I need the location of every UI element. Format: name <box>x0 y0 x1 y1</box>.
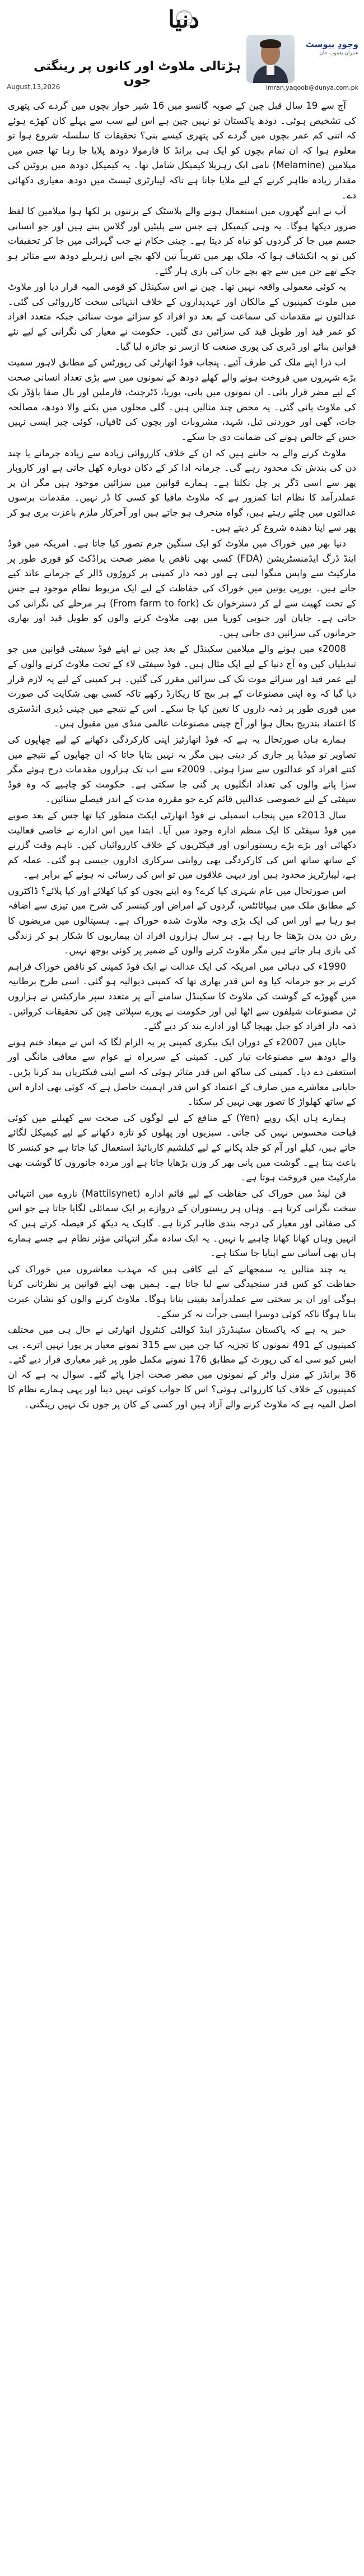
column-brand-name: وجودِ پیوسٹ <box>305 39 358 49</box>
logo-text: دنیا <box>168 5 199 33</box>
article-paragraph: دنیا بھر میں خوراک میں ملاوٹ کو ایک سنگین جرم تصور کیا جاتا ہے۔ امریکہ میں فوڈ اینڈ ڈرگ ایڈمنسٹریشن (FDA) کسی بھی ناقص یا مضر صحت پراڈکٹ کو فوری طور پر مارکیٹ سے واپس منگوا لیتی ہے اور ذمہ دار کمپنی پر کروڑوں ڈالر کے جرمانے عائد کیے جاتے ہیں۔ یورپی یونین میں خوراک کی حفاظت کے لیے ایک مربوط نظام موجود ہے جس کے تحت کھیت سے لے کر دسترخوان تک (From farm to fork) ہر مرحلے کی نگرانی کی جاتی ہے۔ جاپان اور جنوبی کوریا میں بھی ملاوٹ کرنے والوں کو طویل قید اور بھاری جرمانوں کی سزائیں دی جاتی ہیں۔ <box>8 538 356 638</box>
article-paragraph: آج سے 19 سال قبل چین کے صوبہ گانسو میں 16 شیر خوار بچوں میں گردے کی پتھری کی تشخیص ہوئی۔ دودھ پاکستان تو نہیں چین ہے اس لیے سب سے پہلے کان کھڑے ہوئے کہ اتنی کم عمر بچوں میں گردے کی پتھری کیسے بنی؟ تحقیقات کا سلسلہ شروع ہوا تو معلوم ہوا کہ ان تمام بچوں کو ایک ہی برانڈ کا فارمولا دودھ پلایا جا رہا تھا جس میں میلامین (Melamine) نامی ایک زہریلا کیمیکل شامل تھا۔ یہ کیمیکل دودھ میں پروٹین کی مقدار زیادہ ظاہر کرنے کے لیے ملایا جاتا ہے تاکہ لیبارٹری ٹیسٹ میں دودھ معیاری دکھائی دے۔ <box>8 100 356 201</box>
article-paragraph: 2008ء میں ہونے والے میلامین سکینڈل کے بعد چین نے اپنے فوڈ سیفٹی قوانین میں جو تبدیلیاں کیں وہ آج دنیا کے لیے ایک مثال ہیں۔ فوڈ سیفٹی لاء کے تحت ملاوٹ کرنے والوں کے لیے عمر قید اور سزائے موت تک کی سزائیں مقرر کی گئیں۔ ہر کمپنی کے لیے یہ لازم قرار دیا گیا کہ وہ اپنی مصنوعات کے ہر بیچ کا ریکارڈ رکھے تاکہ کسی بھی شکایت کی صورت میں فوری طور پر ذمہ داروں کا تعین کیا جا سکے۔ اس کے نتیجے میں چینی ڈیری انڈسٹری کا اعتماد بتدریج بحال ہوا اور آج چینی مصنوعات عالمی منڈی میں مقبول ہیں۔ <box>8 643 356 729</box>
article-paragraph: جاپان میں 2007ء کے دوران ایک بیکری کمپنی پر یہ الزام لگا کہ اس نے میعاد ختم ہونے والے دودھ سے مصنوعات تیار کیں۔ کمپنی کے سربراہ نے عوام سے معافی مانگی اور استعفیٰ دے دیا۔ کمپنی کی ساکھ اس قدر متاثر ہوئی کہ اسے اپنی فیکٹریاں بند کرنا پڑیں۔ جاپانی معاشرے میں صارف کے اعتماد کو اس قدر اہمیت حاصل ہے کہ کوئی بھی ادارہ اس کے ساتھ کھلواڑ کا تصور بھی نہیں کر سکتا۔ <box>8 1036 356 1108</box>
article-paragraph: آپ نے اپنے گھروں میں استعمال ہونے والے پلاسٹک کے برتنوں پر لکھا ہوا میلامین کا لفظ ضرور دیکھا ہوگا۔ یہ وہی کیمیکل ہے جس سے پلیٹیں اور گلاس بنتے ہیں اور جو انسانی جسم میں جا کر گردوں کو تباہ کر دیتا ہے۔ چینی حکام نے جب گہرائی میں جا کر تحقیقات کیں تو یہ انکشاف ہوا کہ ملک بھر میں تقریباً تین لاکھ بچے اس زہریلے دودھ سے متاثر ہو چکے تھے جن میں سے چھ بچے جان کی بازی ہار گئے۔ <box>8 206 356 276</box>
article-paragraph: یہ کوئی معمولی واقعہ نہیں تھا۔ چین نے اس سکینڈل کو قومی المیہ قرار دیا اور ملاوٹ میں ملوث کمپنیوں کے مالکان اور عہدیداروں کے خلاف انتہائی سخت کارروائی کی گئی۔ عدالتوں نے مقدمات کی سماعت کے بعد دو افراد کو سزائے موت سنائی جبکہ متعدد افراد کو عمر قید اور طویل قید کی سزائیں دی گئیں۔ حکومت نے معیار کی نگرانی کے لیے نئے قوانین بنائے اور ڈیری کی پوری صنعت کا ازسر نو جائزہ لیا گیا۔ <box>8 281 356 352</box>
article-paragraph: 1990ء کی دہائی میں امریکہ کی ایک عدالت نے ایک فوڈ کمپنی کو ناقص خوراک فراہم کرنے پر جو جرمانہ کیا وہ اس قدر بھاری تھا کہ کمپنی دیوالیہ ہو گئی۔ اسی طرح برطانیہ میں گھوڑے کے گوشت کی ملاوٹ کا سکینڈل سامنے آنے پر متعدد سپر مارکیٹس نے ہزاروں ٹن مصنوعات شیلفوں سے اٹھا لیں اور حکومت نے پورے سپلائی چین کی تحقیقات کروائیں۔ ذمہ دار افراد کو جیل بھیجا گیا اور ادارے بند کر دیے گئے۔ <box>8 961 356 1032</box>
article-paragraph: ہمارے ہاں ایک روپے (Yen) کے منافع کے لیے لوگوں کی صحت سے کھیلنے میں کوئی قباحت محسوس نہیں کی جاتی۔ سبزیوں اور پھلوں کو تازہ دکھانے کے لیے کیمیکل لگائے جاتے ہیں، کیلے اور آم کو جلد پکانے کے لیے کیلشیم کاربائیڈ استعمال کیا جاتا ہے جو کینسر کا باعث بنتا ہے۔ گوشت میں پانی بھر کر وزن بڑھایا جاتا ہے اور مردہ جانوروں کا گوشت بھی مارکیٹ میں فروخت ہوتا ہے۔ <box>8 1112 356 1183</box>
publish-date: August,13,2026 <box>7 83 60 91</box>
article-paragraph: سال 2013ء میں پنجاب اسمبلی نے فوڈ اتھارٹی ایکٹ منظور کیا تھا جس کے بعد صوبے میں فوڈ سیفٹی کا ایک منظم ادارہ وجود میں آیا۔ ابتدا میں اس ادارے نے خاصی فعالیت دکھائی اور بڑے بڑے ریستورانوں اور فیکٹریوں کے خلاف کارروائیاں کیں۔ تاہم وقت گزرنے کے ساتھ ساتھ اس کی کارکردگی بھی روایتی سرکاری اداروں جیسی ہو گئی۔ عملہ کم ہے، لیبارٹریز محدود ہیں اور دیہی علاقوں میں تو اس کی رسائی نہ ہونے کے برابر ہے۔ <box>8 809 356 881</box>
columnist-photo <box>246 35 295 83</box>
columnist-name: عمران یعقوب خان <box>319 50 358 56</box>
column-headline: ہڑتالی ملاوٹ اور کانوں پر رینگتی جوں <box>34 59 241 87</box>
article-paragraph: فن لینڈ میں خوراک کی حفاظت کے لیے قائم ادارہ (Mattilsynet) ناروے میں انتہائی سخت نگرانی کرتا ہے۔ وہاں ہر ریستوران کے دروازے پر ایک سمائلی لگایا جاتا ہے جو اس کی صفائی اور معیار کی درجہ بندی ظاہر کرتا ہے۔ گاہک یہ دیکھ کر فیصلہ کرتے ہیں کہ انہیں وہاں کھانا کھانا چاہیے یا نہیں۔ یہ ایک سادہ مگر انتہائی مؤثر نظام ہے جسے ہمارے ہاں بھی آسانی سے اپنایا جا سکتا ہے۔ <box>8 1188 356 1259</box>
article-paragraph: یہ چند مثالیں یہ سمجھانے کے لیے کافی ہیں کہ مہذب معاشروں میں خوراک کی حفاظت کو کس قدر سنجیدگی سے لیا جاتا ہے۔ ہمیں بھی اپنے قوانین پر نظرثانی کرنا ہوگی اور ان پر سختی سے عملدرآمد یقینی بنانا ہوگا۔ ملاوٹ کرنے والوں کو نشان عبرت بنانا ہوگا تاکہ کوئی دوسرا ایسی جرأت نہ کر سکے۔ <box>8 1263 356 1319</box>
columnist-email[interactable]: imran.yaqoob@dunya.com.pk <box>265 84 358 91</box>
article-paragraph: اس صورتحال میں عام شہری کیا کرے؟ وہ اپنے بچوں کو کیا کھلائے اور کیا پلائے؟ ڈاکٹروں کے مطابق ملک میں ہیپاٹائٹس، گردوں کے امراض اور کینسر کی شرح میں تیزی سے اضافہ ہو رہا ہے اور اس کی ایک بڑی وجہ ملاوٹ شدہ خوراک ہے۔ ہسپتالوں میں مریضوں کا رش دن بدن بڑھتا جا رہا ہے۔ ہر سال ہزاروں افراد ان بیماریوں کا شکار ہو کر زندگی کی بازی ہار جاتے ہیں مگر ملاوٹ کرنے والوں کے ضمیر پر کوئی بوجھ نہیں۔ <box>8 885 356 956</box>
article-paragraph: خبر یہ ہے کہ پاکستان سٹینڈرڈز اینڈ کوالٹی کنٹرول اتھارٹی نے حال ہی میں مختلف کمپنیوں کے 491 نمونوں کا تجزیہ کیا جن میں سے 315 نمونے معیار پر پورا نہیں اترے۔ پی ایس کیو سی اے کی رپورٹ کے مطابق 176 نمونے مکمل طور پر غیر معیاری قرار دیے گئے۔ 36 برانڈز کے منرل واٹر کے نمونوں میں مضر صحت اجزا پائے گئے۔ سوال یہ ہے کہ ان کمپنیوں کے خلاف کیا کارروائی ہوئی؟ اس کا جواب کوئی نہیں دیتا اور یہی ہمارے نظام کا اصل المیہ ہے کہ ملاوٹ کرنے والے آزاد ہیں اور کسی کے کان پر جوں تک نہیں رینگتی۔ <box>8 1324 356 1410</box>
article-paragraph: اب ذرا اپنے ملک کی طرف آئیے۔ پنجاب فوڈ اتھارٹی کی رپورٹس کے مطابق لاہور سمیت بڑے شہروں میں فروخت ہونے والے کھلے دودھ کے نمونوں میں سے بڑی تعداد انسانی صحت کے لیے مضر قرار پائی۔ ان نمونوں میں پانی، یوریا، ڈٹرجنٹ، فارملین اور بال صفا پاؤڈر تک کی ملاوٹ پائی گئی۔ یہ محض چند مثالیں ہیں۔ گلی محلوں میں بکنے والا دودھ، مصالحہ جات، گھی اور خوردنی تیل، شہد، مشروبات اور بچوں کی ٹافیاں، کوئی چیز ایسی نہیں جس کے خالص ہونے کی ضمانت دی جا سکے۔ <box>8 357 356 443</box>
article-paragraph: ملاوٹ کرنے والے یہ جانتے ہیں کہ ان کے خلاف کارروائی زیادہ سے زیادہ جرمانے یا چند دن کی بندش تک محدود رہے گی۔ جرمانہ ادا کر کے دکان دوبارہ کھل جاتی ہے اور کاروبار پھر سے اسی ڈگر پر چل نکلتا ہے۔ ہمارے قوانین میں سزائیں موجود ہیں مگر ان پر عملدرآمد کا نظام اتنا کمزور ہے کہ ملاوٹ مافیا کو کسی کا ڈر نہیں۔ مقدمات برسوں عدالتوں میں چلتے رہتے ہیں، گواہ منحرف ہو جاتے ہیں اور آخرکار ملزم باعزت بری ہو کر پھر سے اپنا دھندہ شروع کر دیتے ہیں۔ <box>8 447 356 533</box>
globe-icon <box>176 10 193 27</box>
article-body <box>8 99 356 1414</box>
column-header <box>0 0 364 90</box>
article-paragraph: ہمارے ہاں صورتحال یہ ہے کہ فوڈ اتھارٹیز اپنی کارکردگی دکھانے کے لیے چھاپوں کی تصاویر تو میڈیا پر جاری کر دیتی ہیں مگر یہ نہیں بتایا جاتا کہ ان چھاپوں کے نتیجے میں کتنے افراد کو عدالتوں سے سزا ہوئی۔ 2009ء سے اب تک ہزاروں مقدمات درج ہوئے مگر سزا پانے والوں کی تعداد انگلیوں پر گنی جا سکتی ہے۔ حکومت کو چاہیے کہ وہ فوڈ سیفٹی کے لیے خصوصی عدالتیں قائم کرے جو مقررہ مدت کے اندر فیصلے سنائیں۔ <box>8 734 356 805</box>
column-brand <box>297 39 358 56</box>
